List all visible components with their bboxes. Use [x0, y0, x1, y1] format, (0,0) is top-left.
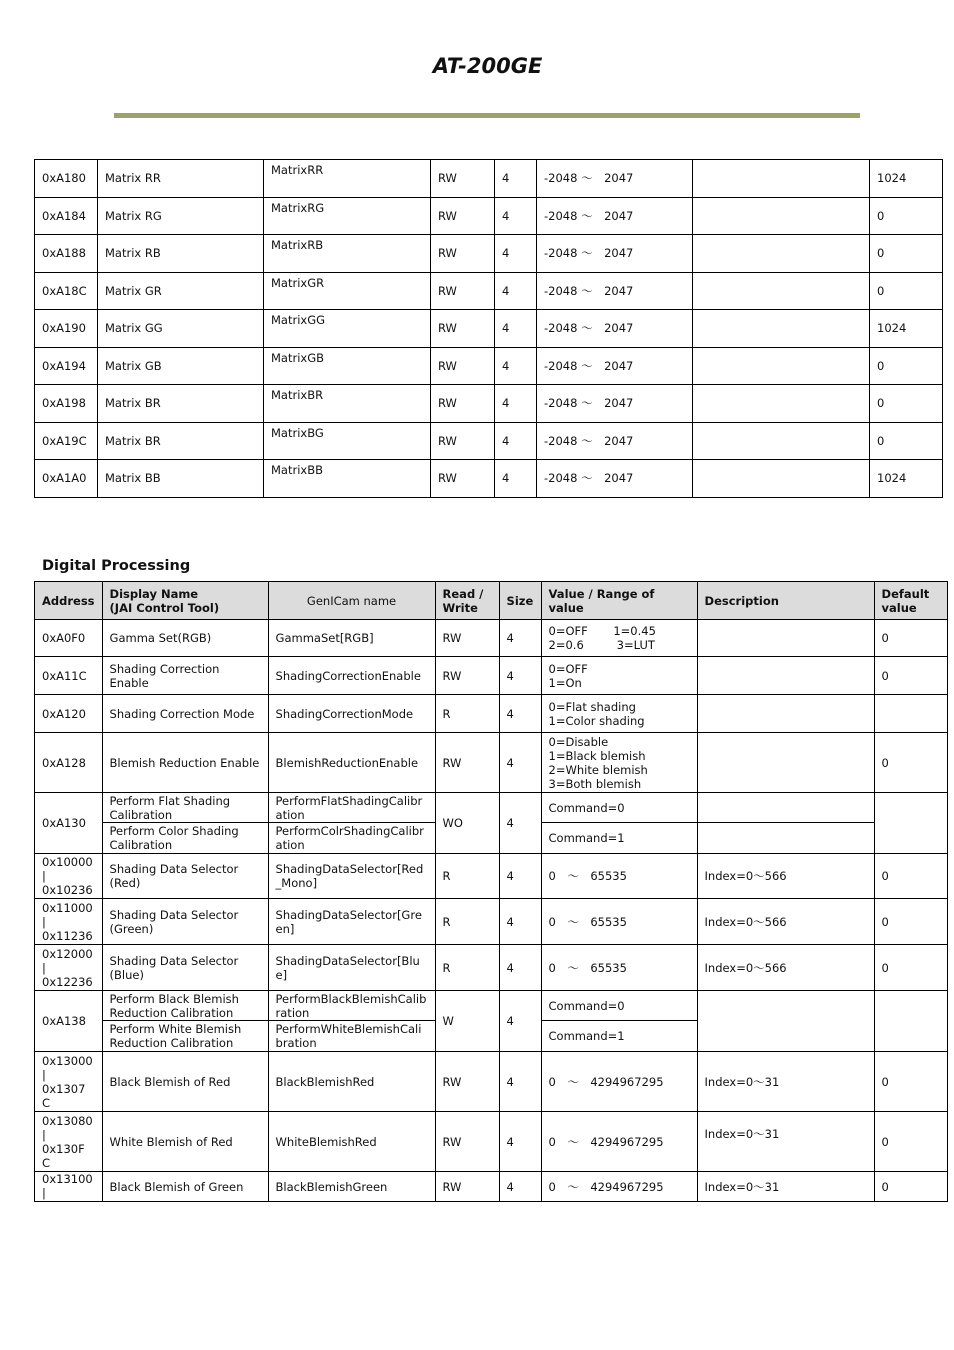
- cell-display-name: Matrix RR: [98, 160, 264, 198]
- cell-genicam: BlemishReductionEnable: [268, 733, 435, 793]
- cell-read-write: RW: [431, 385, 495, 423]
- cell-size: 4: [495, 460, 537, 498]
- table-row: [35, 620, 948, 657]
- cell-default: 0: [874, 899, 947, 945]
- cell-default: 0: [870, 347, 943, 385]
- cell-size: 4: [495, 310, 537, 348]
- cell-default: 0: [870, 272, 943, 310]
- column-header-description: Description: [697, 582, 874, 620]
- cell-address: 0xA18C: [35, 272, 98, 310]
- cell-genicam: MatrixRR: [264, 160, 431, 198]
- cell-size: 4: [499, 733, 541, 793]
- cell-default: 0: [874, 657, 947, 695]
- matrix-table: [34, 159, 943, 498]
- cell-address: 0xA194: [35, 347, 98, 385]
- cell-description: Index=0～566: [697, 899, 874, 945]
- cell-address: 0xA128: [35, 733, 103, 793]
- cell-range: 0 ～ 65535: [541, 945, 697, 991]
- cell-default: 0: [870, 422, 943, 460]
- cell-size: 4: [499, 793, 541, 854]
- cell-size: 4: [495, 347, 537, 385]
- cell-description: [693, 310, 870, 348]
- cell-display-name: Blemish Reduction Enable: [102, 733, 268, 793]
- section-heading: Digital Processing: [42, 558, 191, 574]
- cell-range: -2048 ～ 2047: [537, 160, 693, 198]
- cell-description: [693, 160, 870, 198]
- cell-read-write: RW: [431, 235, 495, 273]
- table-header-row: [35, 582, 948, 620]
- cell-genicam: PerformWhiteBlemishCalibration: [268, 1021, 435, 1052]
- cell-address: 0x11000 | 0x11236: [35, 899, 103, 945]
- cell-genicam: MatrixGB: [264, 347, 431, 385]
- cell-display-name: Matrix GR: [98, 272, 264, 310]
- cell-display-name: Perform Color Shading Calibration: [102, 823, 268, 854]
- cell-genicam: GammaSet[RGB]: [268, 620, 435, 657]
- table-row: [35, 854, 948, 899]
- cell-display-name: Matrix RG: [98, 197, 264, 235]
- cell-address: 0x10000 | 0x10236: [35, 854, 103, 899]
- cell-range: -2048 ～ 2047: [537, 272, 693, 310]
- cell-size: 4: [499, 899, 541, 945]
- cell-description: [693, 422, 870, 460]
- cell-size: 4: [495, 235, 537, 273]
- cell-range: 0=OFF 1=On: [541, 657, 697, 695]
- cell-genicam: BlackBlemishRed: [268, 1052, 435, 1112]
- cell-default: 0: [874, 620, 947, 657]
- header-rule: [114, 113, 860, 118]
- column-header-read-write: Read / Write: [435, 582, 499, 620]
- cell-display-name: Black Blemish of Green: [102, 1172, 268, 1202]
- cell-default: 0: [874, 945, 947, 991]
- cell-size: 4: [495, 422, 537, 460]
- cell-read-write: W: [435, 991, 499, 1052]
- cell-display-name: Shading Correction Mode: [102, 695, 268, 733]
- cell-size: 4: [495, 160, 537, 198]
- cell-read-write: RW: [431, 160, 495, 198]
- cell-genicam: ShadingCorrectionEnable: [268, 657, 435, 695]
- table-row: [35, 793, 948, 823]
- cell-description: Index=0～31: [697, 1112, 874, 1172]
- cell-size: 4: [499, 991, 541, 1052]
- cell-genicam: PerformBlackBlemishCalibration: [268, 991, 435, 1021]
- table-row: [35, 733, 948, 793]
- table-row: [35, 385, 943, 423]
- cell-address: 0xA190: [35, 310, 98, 348]
- cell-genicam: PerformFlatShadingCalibration: [268, 793, 435, 823]
- cell-address: 0xA188: [35, 235, 98, 273]
- cell-size: 4: [499, 945, 541, 991]
- cell-genicam: MatrixBG: [264, 422, 431, 460]
- cell-read-write: RW: [435, 733, 499, 793]
- cell-read-write: RW: [435, 620, 499, 657]
- cell-read-write: R: [435, 945, 499, 991]
- cell-range: -2048 ～ 2047: [537, 235, 693, 273]
- cell-default: 0: [874, 854, 947, 899]
- table-row: [35, 160, 943, 198]
- table-row: [35, 695, 948, 733]
- cell-genicam: MatrixBR: [264, 385, 431, 423]
- cell-display-name: Matrix GG: [98, 310, 264, 348]
- cell-range: 0 ～ 65535: [541, 899, 697, 945]
- table-row: [35, 1112, 948, 1172]
- cell-range: Command=0: [541, 991, 697, 1021]
- cell-genicam: ShadingCorrectionMode: [268, 695, 435, 733]
- cell-size: 4: [495, 197, 537, 235]
- cell-range: Command=1: [541, 1021, 697, 1052]
- cell-description: [693, 197, 870, 235]
- cell-address: 0xA138: [35, 991, 103, 1052]
- cell-description: [697, 733, 874, 793]
- cell-display-name: Perform Flat Shading Calibration: [102, 793, 268, 823]
- cell-default: [874, 991, 947, 1052]
- table-row: [35, 899, 948, 945]
- cell-address: 0xA180: [35, 160, 98, 198]
- cell-description: [697, 620, 874, 657]
- table-row: [35, 991, 948, 1021]
- cell-display-name: White Blemish of Red: [102, 1112, 268, 1172]
- column-header-range: Value / Range of value: [541, 582, 697, 620]
- cell-default: [874, 793, 947, 854]
- cell-display-name: Perform Black Blemish Reduction Calibration: [102, 991, 268, 1021]
- cell-size: 4: [495, 272, 537, 310]
- cell-size: 4: [499, 1052, 541, 1112]
- cell-range: -2048 ～ 2047: [537, 385, 693, 423]
- cell-read-write: RW: [435, 1172, 499, 1202]
- cell-read-write: RW: [431, 347, 495, 385]
- digital-processing-table: [34, 581, 948, 1202]
- cell-default: 0: [870, 235, 943, 273]
- cell-range: -2048 ～ 2047: [537, 347, 693, 385]
- cell-size: 4: [495, 385, 537, 423]
- cell-address: 0x13000 | 0x1307 C: [35, 1052, 103, 1112]
- cell-description: [693, 347, 870, 385]
- cell-genicam: MatrixRB: [264, 235, 431, 273]
- table-row: [35, 422, 943, 460]
- cell-display-name: Matrix BR: [98, 422, 264, 460]
- cell-size: 4: [499, 854, 541, 899]
- table-row: [35, 1172, 948, 1202]
- cell-read-write: RW: [435, 1052, 499, 1112]
- cell-genicam: MatrixRG: [264, 197, 431, 235]
- table-row: [35, 460, 943, 498]
- cell-description: Index=0～31: [697, 1052, 874, 1112]
- cell-address: 0x13080 | 0x130F C: [35, 1112, 103, 1172]
- cell-default: 0: [874, 1112, 947, 1172]
- cell-read-write: WO: [435, 793, 499, 854]
- cell-address: 0xA184: [35, 197, 98, 235]
- cell-default: 0: [870, 385, 943, 423]
- cell-description: Index=0～566: [697, 854, 874, 899]
- cell-range: -2048 ～ 2047: [537, 422, 693, 460]
- cell-address: 0x12000 | 0x12236: [35, 945, 103, 991]
- cell-address: 0xA11C: [35, 657, 103, 695]
- cell-address: 0xA130: [35, 793, 103, 854]
- cell-size: 4: [499, 1112, 541, 1172]
- cell-range: -2048 ～ 2047: [537, 460, 693, 498]
- cell-read-write: RW: [435, 657, 499, 695]
- cell-range: -2048 ～ 2047: [537, 310, 693, 348]
- cell-display-name: Matrix BR: [98, 385, 264, 423]
- cell-range: 0 ～ 4294967295: [541, 1052, 697, 1112]
- cell-range: -2048 ～ 2047: [537, 197, 693, 235]
- cell-genicam: PerformColrShadingCalibration: [268, 823, 435, 854]
- table-row: [35, 197, 943, 235]
- cell-range: 0 ～ 4294967295: [541, 1172, 697, 1202]
- cell-display-name: Perform White Blemish Reduction Calibration: [102, 1021, 268, 1052]
- table-row: [35, 235, 943, 273]
- cell-default: 0: [874, 1172, 947, 1202]
- cell-read-write: R: [435, 899, 499, 945]
- table-row: [35, 1052, 948, 1112]
- cell-display-name: Gamma Set(RGB): [102, 620, 268, 657]
- column-header-size: Size: [499, 582, 541, 620]
- cell-description: [697, 793, 874, 823]
- cell-description: [693, 235, 870, 273]
- cell-display-name: Matrix RB: [98, 235, 264, 273]
- cell-read-write: RW: [431, 460, 495, 498]
- cell-display-name: Shading Data Selector (Blue): [102, 945, 268, 991]
- cell-address: 0xA120: [35, 695, 103, 733]
- cell-read-write: RW: [431, 310, 495, 348]
- table-row: [35, 272, 943, 310]
- cell-description: Index=0～566: [697, 945, 874, 991]
- table-row: [35, 945, 948, 991]
- cell-range: 0 ～ 4294967295: [541, 1112, 697, 1172]
- cell-genicam: ShadingDataSelector[Blue]: [268, 945, 435, 991]
- cell-range: 0 ～ 65535: [541, 854, 697, 899]
- cell-genicam: MatrixGR: [264, 272, 431, 310]
- cell-description: [697, 657, 874, 695]
- cell-read-write: RW: [431, 422, 495, 460]
- cell-display-name: Matrix GB: [98, 347, 264, 385]
- cell-genicam: MatrixGG: [264, 310, 431, 348]
- cell-description: [697, 823, 874, 854]
- cell-address: 0xA19C: [35, 422, 98, 460]
- cell-default: 0: [870, 197, 943, 235]
- cell-read-write: R: [435, 695, 499, 733]
- column-header-display-name: Display Name (JAI Control Tool): [102, 582, 268, 620]
- cell-default: [874, 695, 947, 733]
- cell-description: Index=0～31: [697, 1172, 874, 1202]
- cell-default: 0: [874, 733, 947, 793]
- table-row: [35, 310, 943, 348]
- cell-default: 1024: [870, 160, 943, 198]
- cell-default: 0: [874, 1052, 947, 1112]
- cell-genicam: WhiteBlemishRed: [268, 1112, 435, 1172]
- column-header-default: Default value: [874, 582, 947, 620]
- cell-description: [697, 991, 874, 1052]
- cell-display-name: Shading Correction Enable: [102, 657, 268, 695]
- cell-read-write: RW: [431, 272, 495, 310]
- cell-address: 0xA0F0: [35, 620, 103, 657]
- cell-description: [693, 272, 870, 310]
- cell-address: 0xA1A0: [35, 460, 98, 498]
- cell-genicam: MatrixBB: [264, 460, 431, 498]
- cell-read-write: RW: [431, 197, 495, 235]
- cell-size: 4: [499, 657, 541, 695]
- cell-range: 0=Flat shading 1=Color shading: [541, 695, 697, 733]
- cell-range: Command=1: [541, 823, 697, 854]
- table-row: [35, 657, 948, 695]
- cell-display-name: Matrix BB: [98, 460, 264, 498]
- cell-range: Command=0: [541, 793, 697, 823]
- cell-display-name: Shading Data Selector (Red): [102, 854, 268, 899]
- matrix-table-body: [35, 160, 943, 498]
- cell-read-write: RW: [435, 1112, 499, 1172]
- cell-description: [693, 460, 870, 498]
- cell-genicam: ShadingDataSelector[Green]: [268, 899, 435, 945]
- cell-description: [693, 385, 870, 423]
- cell-default: 1024: [870, 310, 943, 348]
- cell-genicam: ShadingDataSelector[Red_Mono]: [268, 854, 435, 899]
- cell-range: 0=Disable 1=Black blemish 2=White blemish 3=Both blemish: [541, 733, 697, 793]
- column-header-address: Address: [35, 582, 103, 620]
- cell-address: 0xA198: [35, 385, 98, 423]
- cell-address: 0x13100 |: [35, 1172, 103, 1202]
- cell-size: 4: [499, 695, 541, 733]
- cell-genicam: BlackBlemishGreen: [268, 1172, 435, 1202]
- cell-description: [697, 695, 874, 733]
- cell-display-name: Shading Data Selector (Green): [102, 899, 268, 945]
- cell-display-name: Black Blemish of Red: [102, 1052, 268, 1112]
- cell-size: 4: [499, 620, 541, 657]
- table-row: [35, 347, 943, 385]
- cell-default: 1024: [870, 460, 943, 498]
- cell-read-write: R: [435, 854, 499, 899]
- page-title: AT-200GE: [432, 54, 543, 78]
- cell-size: 4: [499, 1172, 541, 1202]
- cell-range: 0=OFF 1=0.45 2=0.6 3=LUT: [541, 620, 697, 657]
- column-header-genicam: GenICam name: [268, 582, 435, 620]
